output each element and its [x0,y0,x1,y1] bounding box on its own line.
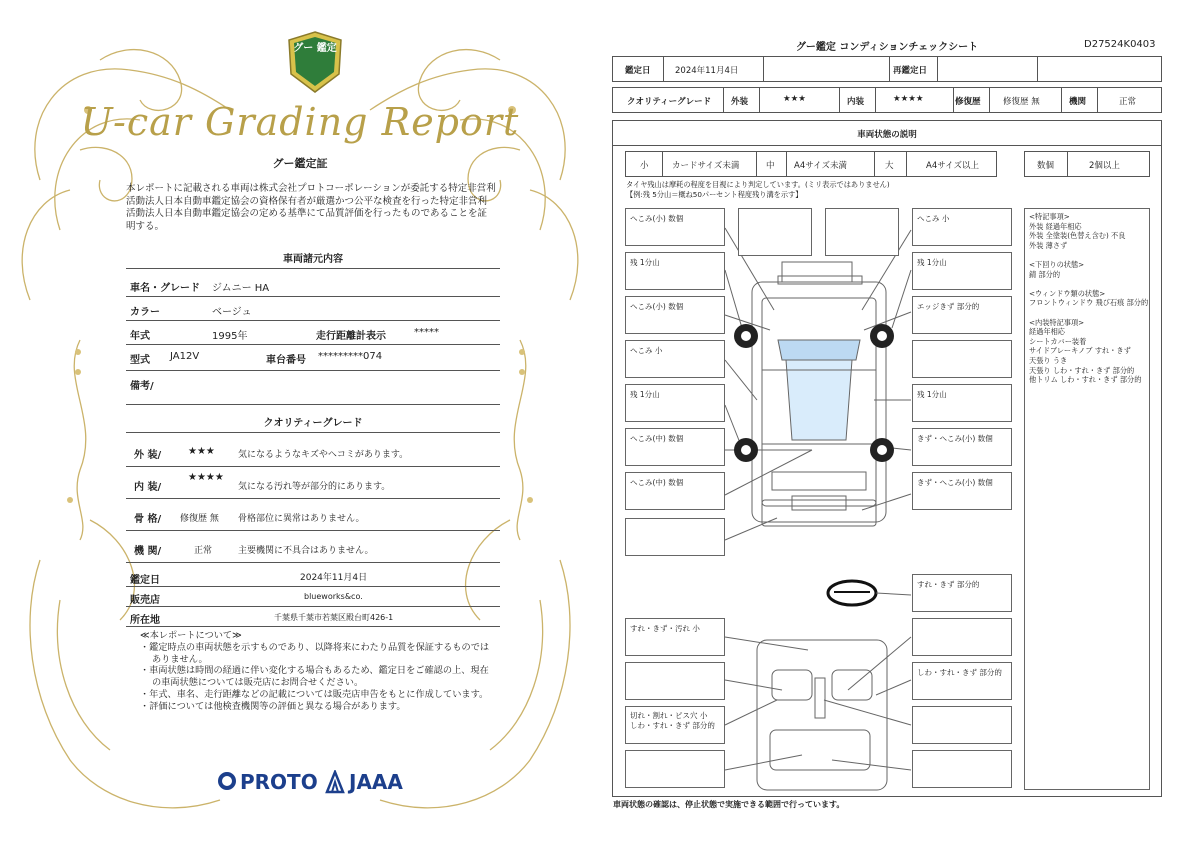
note-line: 他トリム しわ・すれ・きず 部分的 [1029,375,1142,385]
note-line: 経過年相応 [1029,327,1065,337]
grade-row: クオリティーグレード 外装 ★★★ 内装 ★★★★ 修復歴 修復歴 無 機関 正常 [612,87,1162,113]
notes-heading: ≪本レポートについて≫ [140,630,242,641]
row-interior: 内 装/ ★★★★ 気になる汚れ等が部分的にあります。 [126,470,500,499]
damage-box-left: へこみ 小 [625,340,725,378]
note-line: 天張り うき [1029,355,1068,365]
row-remarks: 備考/ [126,372,500,405]
note-line: <下回りの状態> [1029,259,1085,269]
jaaa-logo: JAAA [349,770,403,794]
note-line [1029,279,1148,289]
damage-box-left [625,518,725,556]
interior-box-left: すれ・きず・汚れ 小 [625,618,725,656]
row-model: 型式 JA12V 車台番号 *********074 [126,346,500,371]
damage-box-right: エッジきず 部分的 [912,296,1012,334]
note-line: 外装 経過年相応 [1029,221,1082,231]
certification-statement: 本レポートに記載される車両は株式会社プロトコーポレーションが委託する特定非営利活動法人日本自動車鑑定協会の資格保有者が厳選かつ公平な検査を行った特定非営利活動法人日本自動車鑑定協会の定める基準にて品質評価を行ったものであることを証明する。 [126,183,496,232]
note-line: <内装特記事項> [1029,317,1085,327]
damage-box-left: へこみ(中) 数個 [625,428,725,466]
proto-logo: PROTO [240,770,318,794]
note-item: ・評価については他検査機関等の評価と異なる場合があります。 [140,700,406,712]
quality-heading: クオリティーグレード [263,418,363,429]
note-item: ・鑑定時点の車両状態を示すものであり、以降将来にわたり品質を保証するものではありません。 [140,641,490,665]
divider [126,432,500,433]
badge-text: グー 鑑定 [293,43,337,54]
note-line [1029,308,1148,318]
note-line: サイドブレーキノブ すれ・きず [1029,346,1131,356]
row-name: 車名・グレード ジムニー HA [126,274,500,297]
interior-box-right: しわ・すれ・きず 部分的 [912,662,1012,700]
note-line: 外装 全塗装(色替え含む) 不良 [1029,231,1126,241]
steering-box: すれ・きず 部分的 [912,574,1012,612]
row-date: 鑑定日 2024年11月4日 [126,566,500,587]
report-subtitle: グー鑑定証 [272,157,328,170]
damage-box-right: 残 1分山 [912,384,1012,422]
note-line: 錆 部分的 [1029,269,1061,279]
divider [126,268,500,269]
sheet-title: グー鑑定 コンディションチェックシート [795,42,979,53]
report-notes [140,630,490,713]
size-legend: 小 カードサイズ未満 中 A4サイズ未満 大 A4サイズ以上 [625,151,997,177]
note-item: ・車両状態は時間の経過に伴い変化する場合もあるため、鑑定日をご確認の上、現在の車両状態については販売店にお問合せください。 [140,665,489,689]
damage-box-right: 残 1分山 [912,252,1012,290]
jaaa-logo-icon [325,770,345,794]
interior-box-left [625,662,725,700]
damage-box-left: 残 1分山 [625,252,725,290]
note-line: シートカバー装着 [1029,336,1087,346]
row-engine: 機 関/ 正常 主要機関に不具合はありません。 [126,534,500,563]
interior-box-right [912,618,1012,656]
damage-box-left: へこみ(小) 数個 [625,296,725,334]
damage-box-right: きず・へこみ(小) 数個 [912,428,1012,466]
proto-logo-icon [218,772,236,790]
interior-box-left: 切れ・割れ・ピス穴 小 しわ・すれ・きず 部分的 [625,706,725,744]
interior-box-left [625,750,725,788]
row-color: カラー ベージュ [126,298,500,321]
damage-box-right: へこみ 小 [912,208,1012,246]
goo-badge-icon [285,30,345,94]
row-address: 所在地 千葉県千葉市若葉区殿台町426-1 [126,608,500,627]
condition-frame: 車両状態の説明 [612,120,1162,797]
note-line: フロントウィンドウ 飛び石痕 部分的 [1029,298,1149,308]
tire-note-example: 【例:残 5分山＝概ね50パーセント程度残り溝を示す】 [626,190,803,199]
damage-box-top [738,208,812,256]
row-year: 年式 1995年 走行距離計表示 ***** [126,322,500,345]
damage-box-right [912,340,1012,378]
tire-note: タイヤ残山は摩耗の程度を目視により判定しています。(ミリ表示ではありません) [626,180,890,189]
report-title: U-car Grading Report [80,100,520,144]
damage-box-left: へこみ(中) 数個 [625,472,725,510]
note-line: <特記事項> [1029,212,1070,221]
damage-box-left: 残 1分山 [625,384,725,422]
row-shop: 販売店 blueworks&co. [126,588,500,607]
note-item: ・年式、車名、走行距離などの記載については販売店申告をもとに作成しています。 [140,688,489,700]
count-legend: 数個 2個以上 [1024,151,1150,177]
damage-box-left: へこみ(小) 数個 [625,208,725,246]
sheet-footer: 車両状態の確認は、停止状態で実施できる範囲で行っています。 [613,800,845,809]
row-exterior: 外 装/ ★★★ 気になるようなキズやヘコミがあります。 [126,438,500,467]
damage-box-right: きず・へこみ(小) 数個 [912,472,1012,510]
date-row: 鑑定日 2024年11月4日 再鑑定日 [612,56,1162,82]
note-line: 天張り しわ・すれ・きず 部分的 [1029,365,1135,375]
damage-box-top [825,208,899,256]
special-notes-panel [1024,208,1150,790]
note-line: <ウィンドウ類の状態> [1029,288,1106,298]
interior-box-right [912,750,1012,788]
interior-box-right [912,706,1012,744]
row-frame: 骨 格/ 修復歴 無 骨格部位に異常はありません。 [126,502,500,531]
note-line: 外装 薄さず [1029,240,1068,250]
doc-id: D27524K0403 [1084,39,1156,50]
specs-heading: 車両諸元内容 [283,254,343,265]
note-line [1029,250,1148,260]
